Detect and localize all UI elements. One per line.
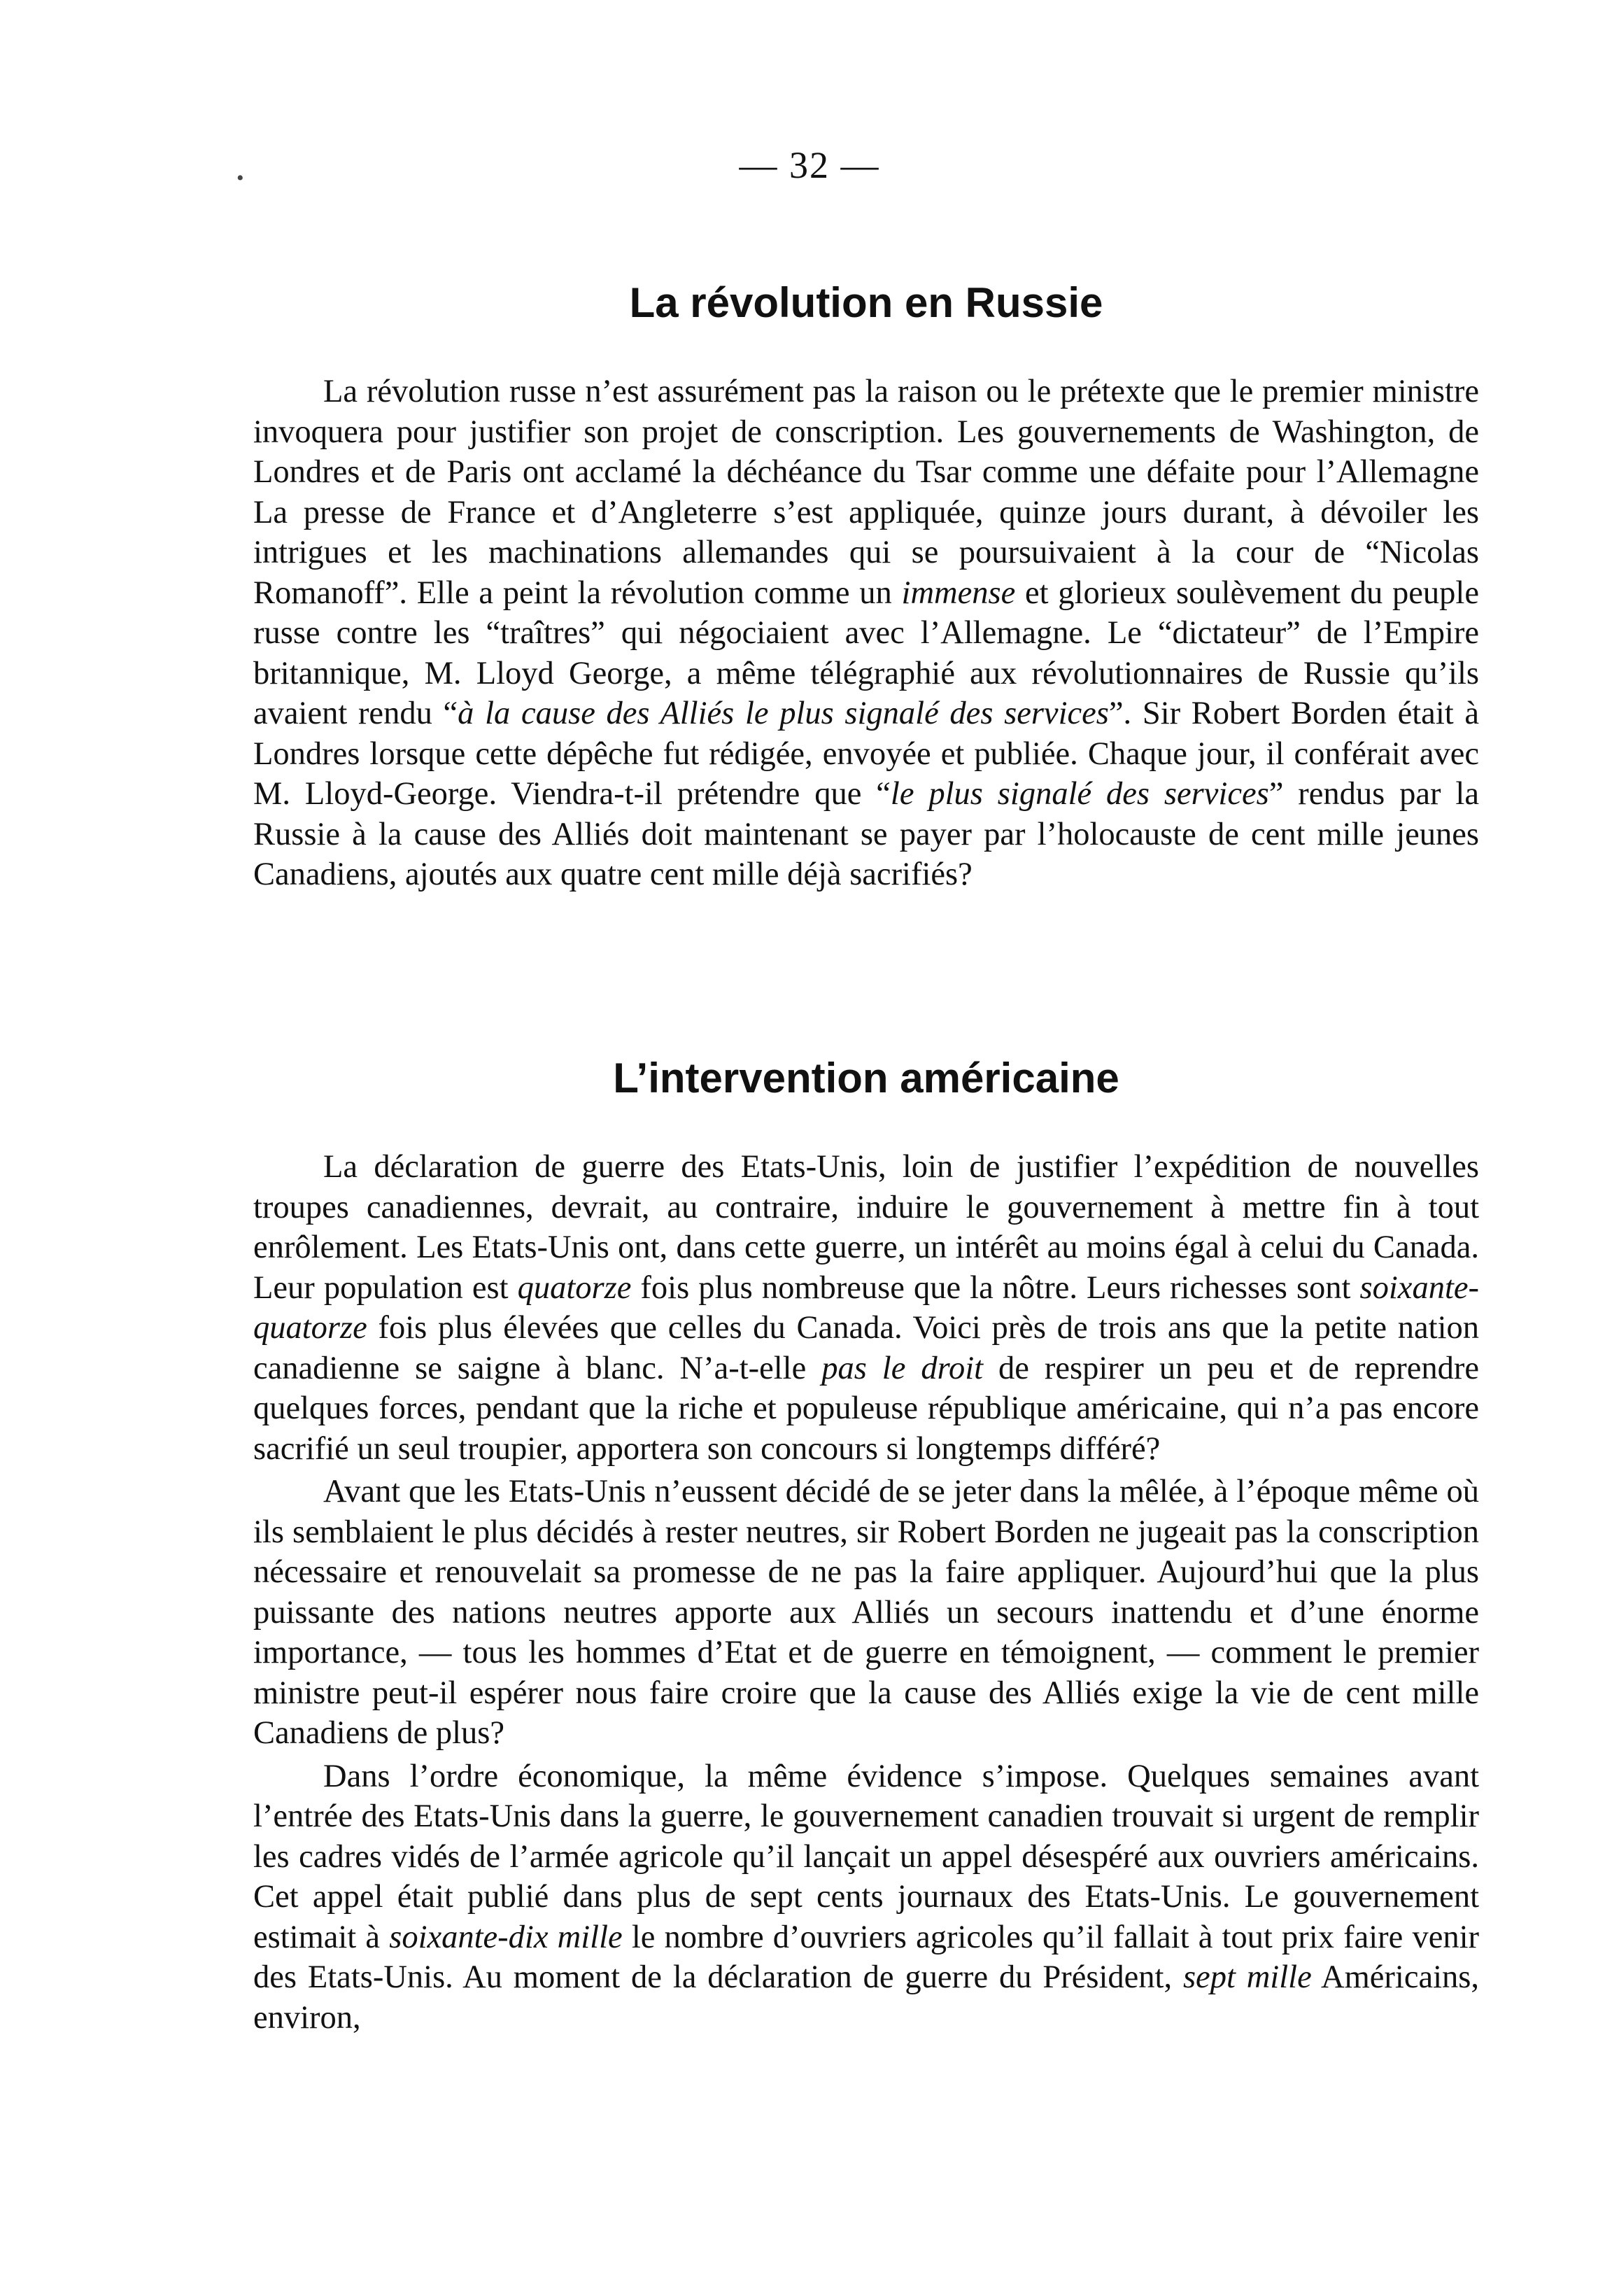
paragraph-intervention-3 (253, 1756, 1479, 2038)
text-run: fois plus élevées que celles du Canada. Voici près de trois ans que la petite nation canadienne se saigne à blanc. N’a-t-elle (253, 1310, 1479, 1386)
section-intervention (253, 1054, 1479, 2038)
italic-run: le plus signalé des services (890, 776, 1269, 812)
text-run: de respirer un peu et de reprendre quelques forces, pendant que la riche et populeuse république américaine, qui n’a pas encore sacrifié un seul troupier, apportera son concours si longtemps différé? (253, 1350, 1479, 1467)
section-russia (253, 279, 1479, 895)
paragraph-intervention-1 (253, 1147, 1479, 1469)
text-run: fois plus nombreuse que la nôtre. Leurs richesses sont (631, 1269, 1360, 1306)
text-run: Avant que les Etats-Unis n’eussent décidé de se jeter dans la mêlée, à l’époque même où ils semblaient le plus décidés à rester neutres, sir Robert Borden ne jugeait pas la conscription nécessaire et renouvelait sa promesse de ne pas la faire appliquer. Aujourd’hui que la plus puissante des nations neutres apporte aux Alliés un secours inattendu et d’une énorme importance, — tous les hommes d’Etat et de guerre en témoignent, — comment le premier ministre peut-il espérer nous faire croire que la cause des Alliés exige la vie de cent mille Canadiens de plus? (253, 1474, 1479, 1751)
text-run: ” rendus par la Russie à la cause des Alliés doit maintenant se payer par l’holocauste de cent mille jeunes Canadiens, ajoutés aux quatre cent mille déjà sacrifiés? (253, 776, 1479, 892)
italic-run: soixante-quatorze (253, 1269, 1479, 1346)
italic-run: quatorze (517, 1269, 632, 1306)
text-run: ”. Sir Robert Borden était à Londres lorsque cette dépêche fut rédigée, envoyée et publiée. Chaque jour, il conférait avec M. Lloyd-George. Viendra-t-il prétendre que “ (253, 696, 1479, 812)
italic-run: sept mille (1182, 1959, 1312, 1995)
text-run: La déclaration de guerre des Etats-Unis, loin de justifier l’expédition de nouvelles troupes canadiennes, devrait, au contraire, induire le gouvernement à mettre fin à tout enrôlement. Les Etats-Unis ont, dans cette guerre, un intérêt au moins égal à celui du Canada. Leur population est (253, 1149, 1479, 1306)
italic-run: soixante-dix mille (389, 1919, 623, 1955)
italic-run: immense (901, 575, 1016, 611)
text-run: Américains, environ, (253, 1959, 1479, 2036)
italic-run: pas le droit (821, 1350, 984, 1386)
text-run: La révolution russe n’est assurément pas la raison ou le prétexte que le premier ministre invoquera pour justifier son projet de conscription. Les gouvernements de Washington, de Londres et de Paris ont acclamé la déchéance du Tsar comme une défaite pour l’Allemagne La presse de France et d’Angleterre s’est appliquée, quinze jours durant, à dévoiler les intrigues et les machinations allemandes qui se poursuivaient à la cour de “Nicolas Romanoff”. Elle a peint la révolution comme un (253, 374, 1479, 611)
text-run: le nombre d’ouvriers agricoles qu’il fallait à tout prix faire venir des Etats-Unis. Au moment de la déclaration de guerre du Président, (253, 1919, 1480, 1995)
paragraph-russia-1 (253, 372, 1479, 895)
section-title-russia: La révolution en Russie (629, 279, 1103, 326)
paragraph-intervention-2 (253, 1472, 1479, 1754)
section-title-intervention: L’intervention américaine (613, 1055, 1119, 1101)
text-run: Dans l’ordre économique, la même évidence s’impose. Quelques semaines avant l’entrée des Etats-Unis dans la guerre, le gouvernement canadien trouvait si urgent de remplir les cadres vidés de l’armée agricole qu’il lançait un appel désespéré aux ouvriers américains. Cet appel était publié dans plus de sept cents journaux des Etats-Unis. Le gouvernement estimait à (253, 1758, 1479, 1955)
text-run: et glorieux soulèvement du peuple russe contre les “traîtres” qui négociaient avec l’Allemagne. Le “dictateur” de l’Empire britannique, M. Lloyd George, a même télégraphié aux révolutionnaires de Russie qu’ils avaient rendu “ (253, 575, 1479, 731)
italic-run: à la cause des Alliés le plus signalé des services (458, 696, 1109, 731)
stray-mark: • (236, 167, 244, 190)
page-number: — 32 — (739, 144, 880, 186)
